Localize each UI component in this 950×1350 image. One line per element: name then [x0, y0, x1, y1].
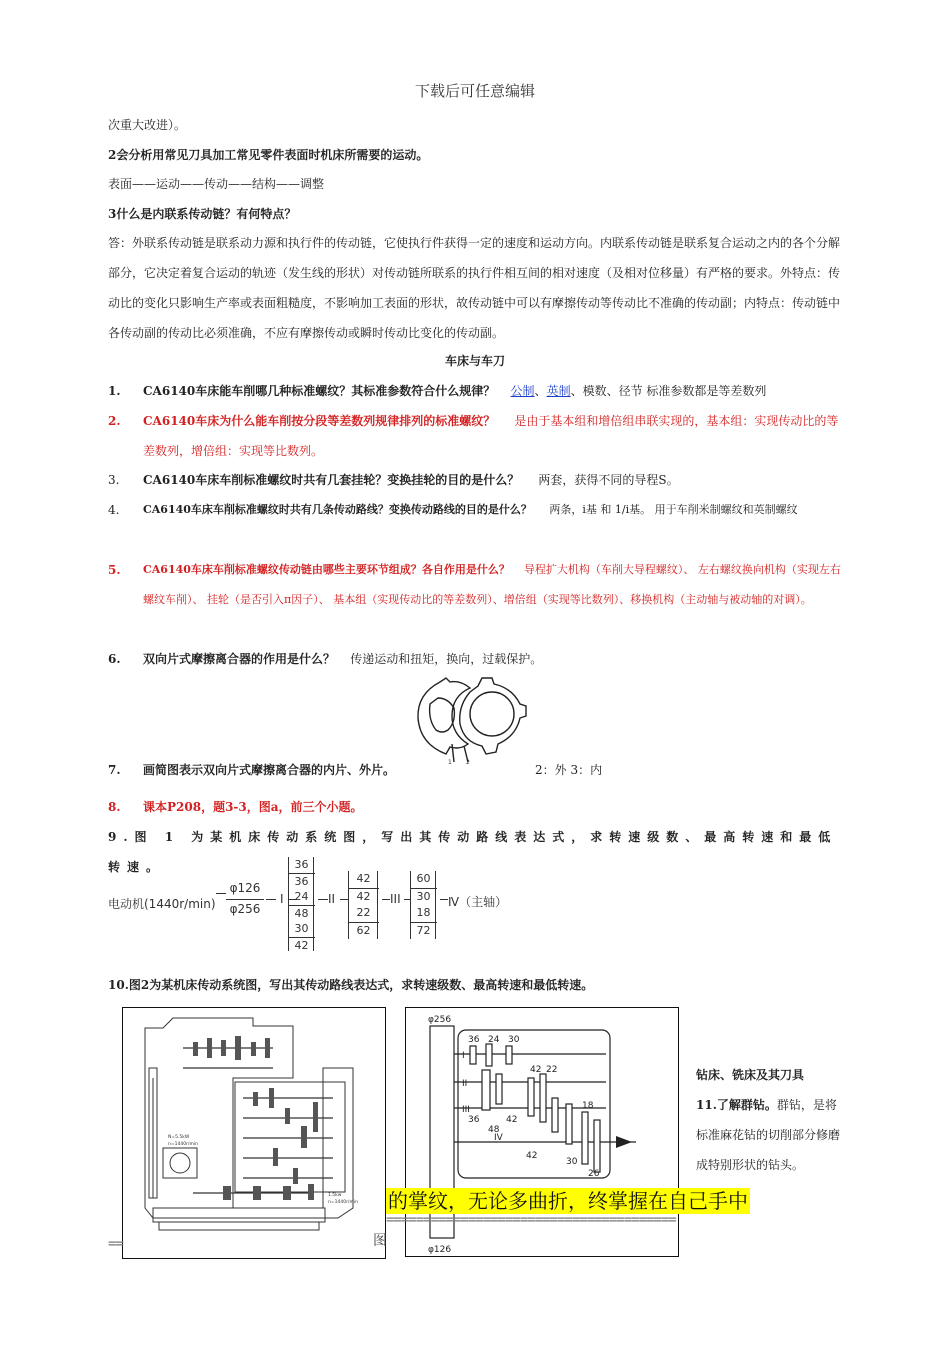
gear-2-c: 22: [348, 905, 379, 923]
fig-left-label-2: n=1440r/min: [168, 1142, 198, 1147]
gear-label-2: 24: [488, 1035, 500, 1045]
separator-line-left: ==: [108, 1236, 123, 1252]
gear-label-10: 18: [582, 1101, 594, 1111]
item-2-answer: 是由于基本组和增倍组串联实现的，基本组：实现传动比的等差数列，增倍组：实现等比数列。: [143, 414, 839, 458]
item-10-question: 10.图2为某机床传动系统图，写出其传动路线表达式，求转速级数、最高转速和最低转速。: [108, 978, 594, 992]
answer-paragraph: 答：外联系传动链是联系动力源和执行件的传动链，它使执行件获得一定的速度和运动方向。内联系传动链是联系复合运动之内的各个分解部分，它决定着复合运动的轨迹（发生线的形状）对传动链所联系的执行件相互间的相对速度（及相对位移量）有严格的要求。外特点：传动比的变化只影响生产率或表面粗糙度，不影响加工表面的形状，故传动链中可以有摩擦传动等传动比不准确的传动副；内特点：传动链中各传动副的传动比必须准确，不应有摩擦传动或瞬时传动比变化的传动副。: [108, 236, 841, 340]
item-4: [143, 495, 843, 525]
formula-pulley-top: φ126: [229, 881, 261, 895]
item-8-number: 8.: [108, 800, 121, 814]
item-3-number: 3.: [108, 473, 120, 487]
page-header: 下载后可任意编辑: [414, 82, 535, 100]
gear-1-a: 36: [288, 857, 315, 874]
formula-shaft-1: I: [280, 892, 284, 906]
item-1-rest: 、模数、径节 标准参数都是等差数列: [570, 384, 767, 398]
gear-3-a: 60: [410, 871, 437, 889]
link-imperial[interactable]: 英制: [546, 384, 571, 398]
gear-2-a: 42: [348, 871, 379, 889]
formula-shaft-3: III: [390, 892, 401, 906]
gear-label-5: 22: [546, 1065, 558, 1075]
item-7-number: 7.: [108, 763, 121, 777]
figure-caption: 图: [373, 1233, 387, 1249]
side-section-title: 钻床、铣床及其刀具: [696, 1068, 805, 1082]
item-6-number: 6.: [108, 652, 121, 666]
clutch-plates-figure: [412, 674, 542, 766]
item-1-question: CA6140车床能车削哪几种标准螺纹？其标准参数符合什么规律？: [143, 384, 496, 398]
gear-1-d: 48: [294, 906, 309, 920]
side-item-11-answer: 群钻，是将标准麻花钻的切削部分修磨成特别形状的钻头。: [696, 1098, 841, 1172]
item-9-question: 9.图 1 为某机床传动系统图，写出其传动路线表达式，求转速级数、最高转速和最低转速。: [108, 830, 838, 874]
question-3: 3什么是内联系传动链？有何特点？: [108, 207, 297, 221]
gear-1-b: 36: [294, 874, 309, 888]
gear-label-4: 42: [530, 1065, 542, 1075]
item-4-number: 4.: [108, 503, 120, 517]
item-3-question: CA6140车床车削标准螺纹时共有几套挂轮？变换挂轮的目的是什么？: [143, 473, 520, 487]
formula-motor: 电动机(1440r/min): [108, 897, 216, 911]
gear-3-b: 30: [416, 889, 431, 903]
item-5-number: 5.: [108, 563, 121, 577]
text-line-3: 表面——运动——传动——结构——调整: [108, 177, 325, 191]
item-1: [143, 376, 843, 406]
item-5-question: CA6140车床车削标准螺纹传动链由哪些主要环节组成？各自作用是什么？: [143, 563, 510, 576]
item-7-question: 画简图表示双向片式摩擦离合器的内片、外片。: [143, 763, 396, 777]
item-7-answer: 2：外 3：内: [535, 763, 603, 777]
item-4-question: CA6140车床车削标准螺纹时共有几条传动路线？变换传动路线的目的是什么？: [143, 503, 532, 516]
formula-pulley-bottom: φ256: [229, 902, 261, 916]
fig-left-label-1: N=5.5kW: [168, 1135, 190, 1140]
side-item-11: [696, 1090, 844, 1180]
separator-line-right: =======================================: [386, 1212, 676, 1228]
item-4-answer: 两条，i基 和 1/i基。 用于车削米制螺纹和英制螺纹: [549, 503, 798, 516]
text-line-1: 次重大改进）。: [108, 118, 187, 132]
item-2: [143, 406, 843, 466]
gear-1-e: 30: [288, 921, 315, 938]
gear-3-d: 72: [416, 923, 431, 937]
link-metric[interactable]: 公制: [510, 384, 535, 398]
item-6-question: 双向片式摩擦离合器的作用是什么？: [143, 652, 336, 666]
gear-2-d: 62: [356, 923, 371, 937]
item-2-number: 2.: [108, 414, 121, 428]
item-3: [143, 465, 843, 495]
gear-1-c: 24: [288, 889, 315, 906]
fig-right-shaft-4: IV: [494, 1133, 503, 1143]
side-item-11-number: 11.: [696, 1098, 717, 1112]
gear-label-8: 48: [488, 1125, 500, 1135]
item-3-answer: 两套，获得不同的导程S。: [538, 473, 679, 487]
gear-label-7: 42: [506, 1115, 518, 1125]
gear-1-f: 42: [294, 938, 309, 952]
item-7: [143, 755, 843, 785]
formula-shaft-2: II: [328, 892, 336, 906]
milling-machine-drawing: [123, 1008, 385, 1258]
item-1-sep: 、: [534, 384, 547, 398]
gear-label-6: 36: [468, 1115, 480, 1125]
fig-right-shaft-2: II: [462, 1079, 468, 1089]
clutch-label-2: 2: [466, 759, 470, 766]
fig-left-label-3: 1.5kw: [328, 1193, 342, 1198]
item-5: [143, 555, 843, 615]
gear-label-1: 36: [468, 1035, 480, 1045]
figure-machine-left: [122, 1007, 386, 1259]
fig-right-shaft-1: I: [462, 1051, 465, 1061]
yellow-watermark-text: 的掌纹，无论多曲折，终掌握在自己手中: [388, 1189, 748, 1213]
formula-spindle: Ⅳ（主轴）: [448, 895, 508, 909]
section-title: 车床与车刀: [444, 354, 505, 368]
item-8-question: 课本P208，题3-3，图a，前三个小题。: [143, 800, 363, 814]
gear-3-c: 18: [410, 905, 437, 923]
item-6: [143, 644, 843, 674]
fig-right-shaft-3: III: [462, 1105, 470, 1115]
gear-label-12: 26: [588, 1169, 600, 1179]
fig-right-bottom-pulley: φ126: [428, 1245, 452, 1255]
text-line-2: 2会分析用常见刀具加工常见零件表面时机床所需要的运动。: [108, 148, 429, 162]
fig-left-label-4: n=1440r/min: [328, 1200, 358, 1205]
item-2-question: CA6140车床为什么能车削按分段等差数列规律排列的标准螺纹？: [143, 414, 496, 428]
transmission-formula: [108, 855, 668, 955]
item-6-answer: 传递运动和扭矩，换向，过载保护。: [350, 652, 543, 666]
gear-label-11: 30: [566, 1157, 578, 1167]
item-5-answer: 导程扩大机构（车削大导程螺纹）、 左右螺纹换向机构（实现左右螺纹车削）、 挂轮（是否引入π因子）、 基本组（实现传动比的等差数列）、增倍组（实现等比数列）、移换机构（主动轴与被动轴的对调）。: [143, 563, 841, 606]
clutch-label-1: 1: [448, 759, 452, 766]
side-item-11-question: 了解群钻。: [716, 1098, 777, 1112]
item-1-number: 1.: [108, 384, 121, 398]
gear-label-9: 42: [526, 1151, 538, 1161]
gear-label-3: 30: [508, 1035, 520, 1045]
fig-right-top-pulley: φ256: [428, 1015, 452, 1025]
gear-2-b: 42: [356, 889, 371, 903]
